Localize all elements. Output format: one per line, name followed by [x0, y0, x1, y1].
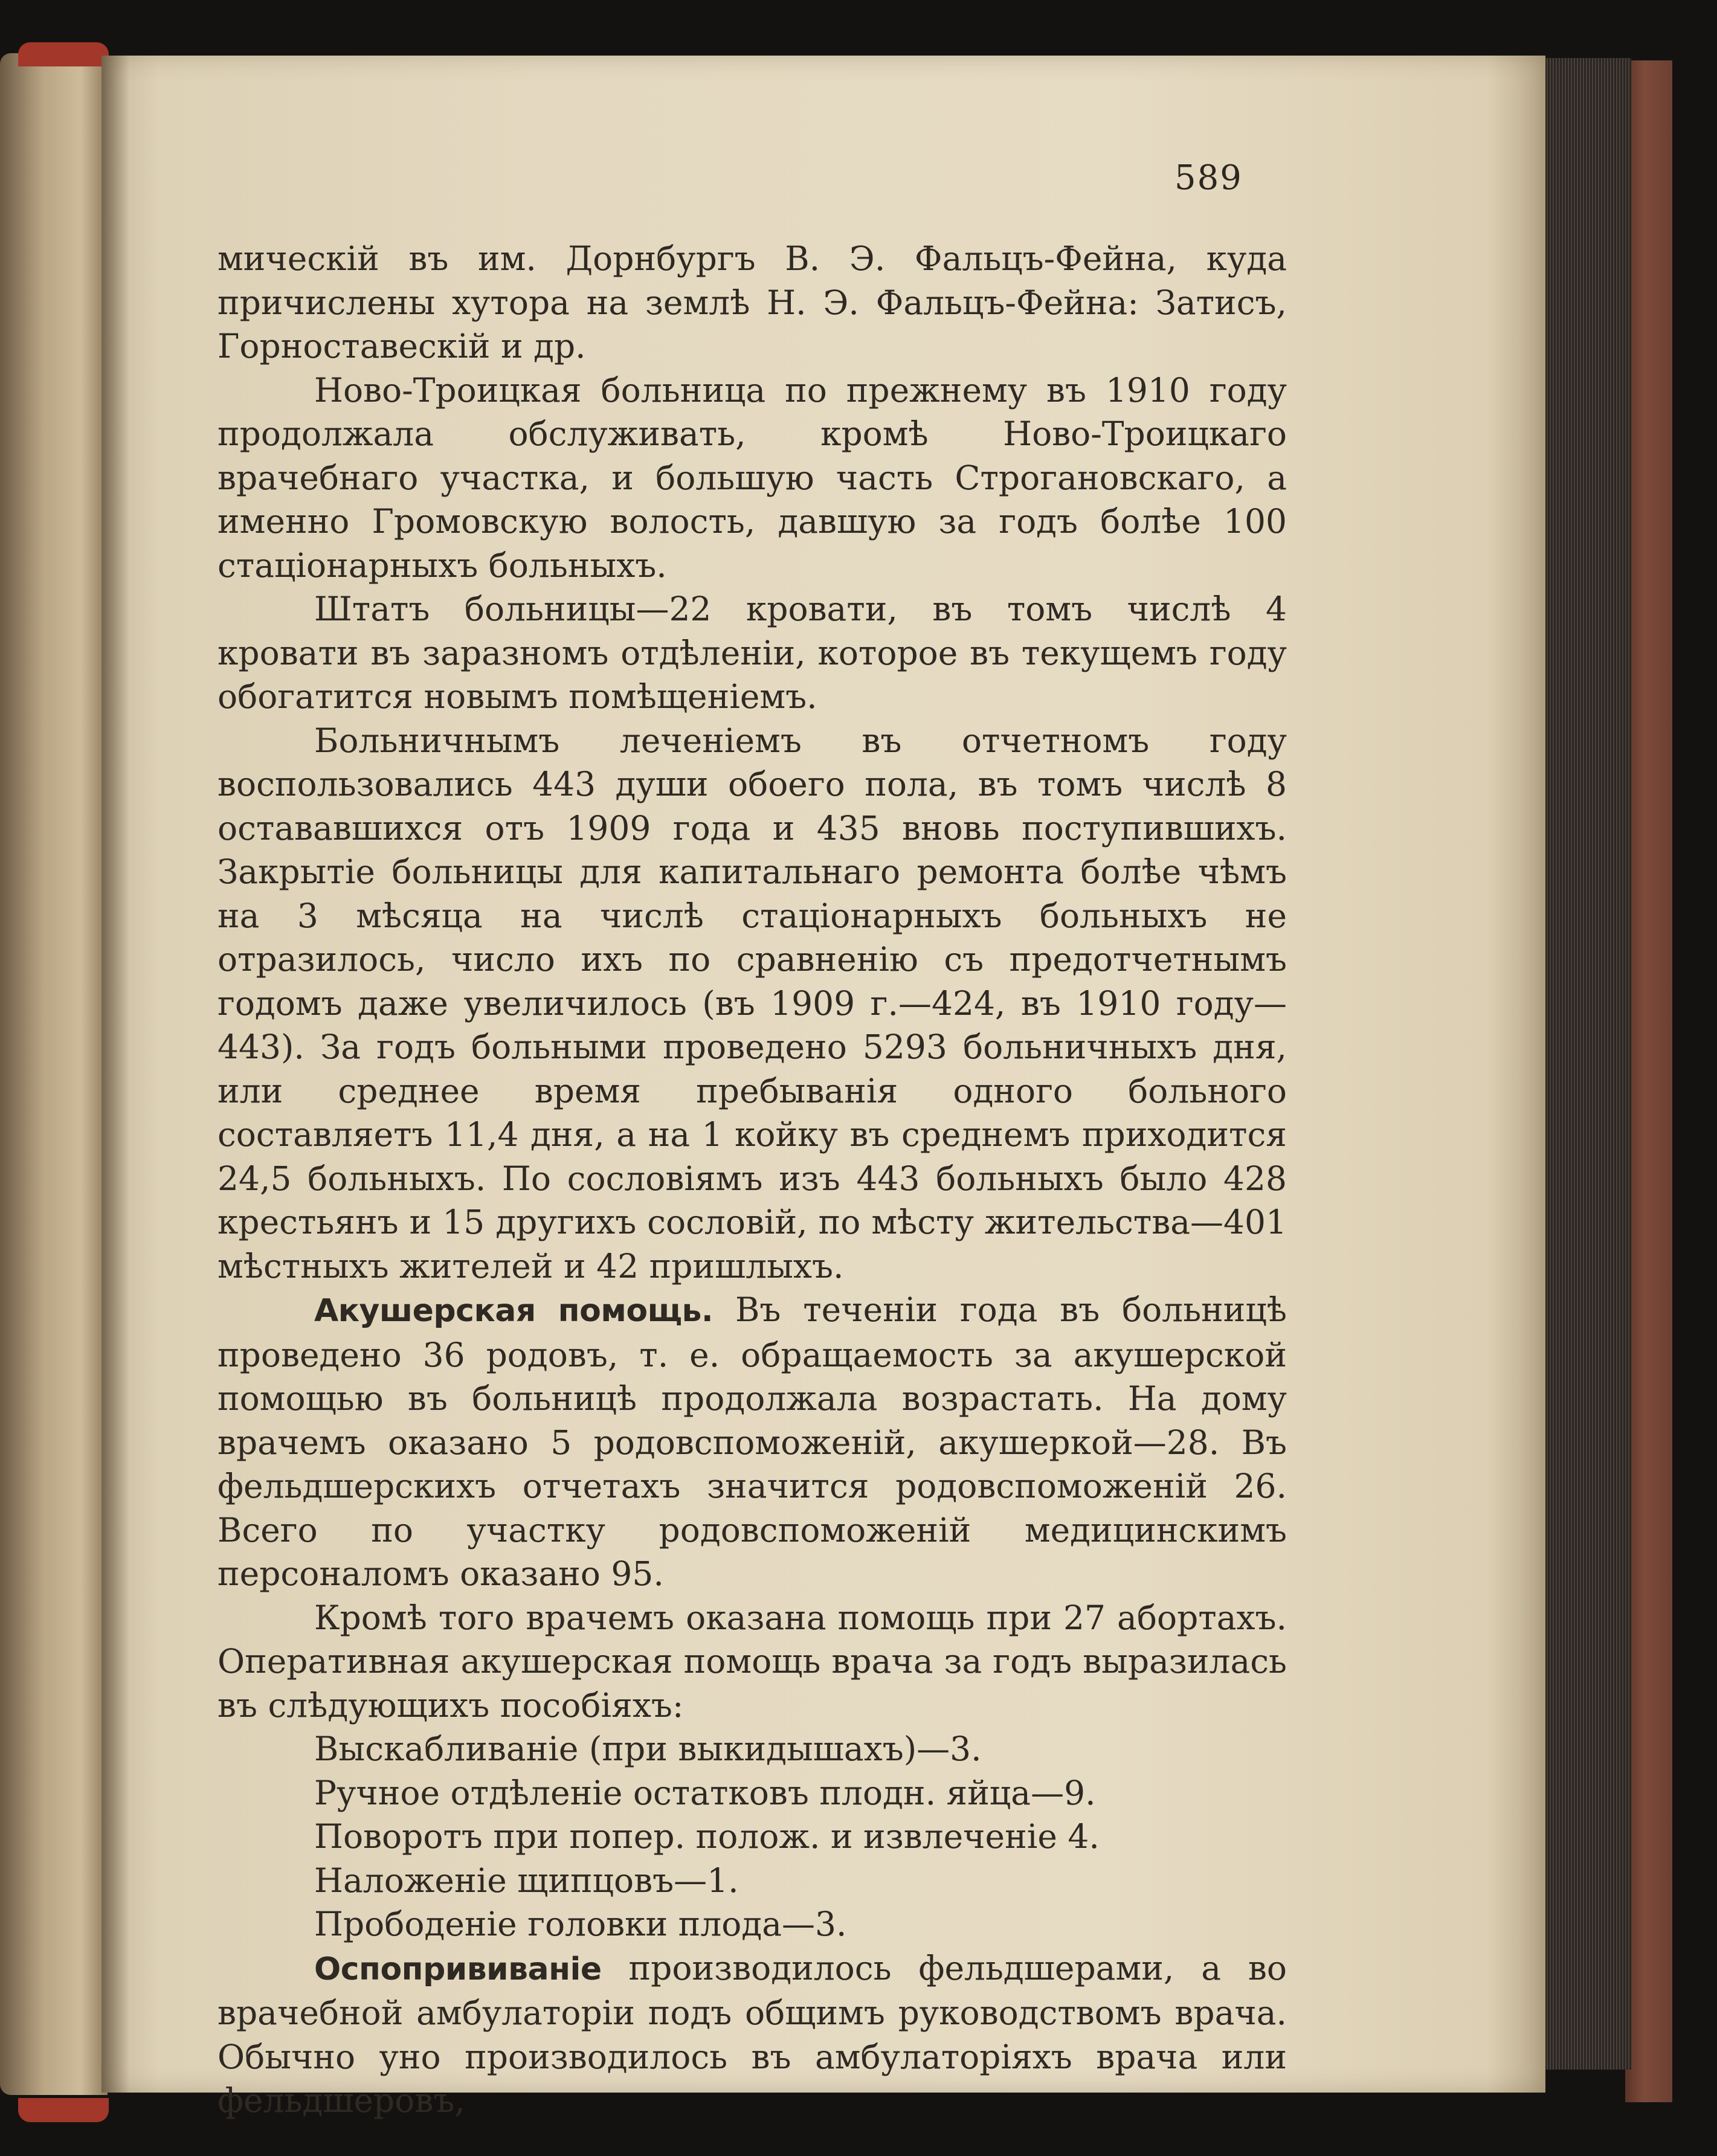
- section-heading-vaccination: Оспопрививаніе: [314, 1951, 602, 1987]
- list-item: Ручное отдѣленіе остатковъ плодн. яйца—9.: [314, 1773, 1096, 1812]
- left-book-edge-bottom: [18, 2098, 109, 2122]
- paragraph-hospital: Ново-Троицкая больница по прежнему въ 1910 году продолжала обслуживать, кромѣ Ново-Троицкаго врачебнаго участка, и большую часть Строгановскаго, а именно Громовскую волость, давшую за годъ болѣе 100 стаціонарныхъ больныхъ.: [217, 370, 1287, 585]
- paragraph-vaccination: [217, 1946, 1287, 2123]
- section-heading-obstetrics: Акушерская помощь.: [314, 1293, 714, 1329]
- paragraph-continuation: мическій въ им. Дорнбургъ В. Э. Фальцъ-Фейна, куда причислены хутора на землѣ Н. Э. Фальцъ-Фейна: Затисъ, Горноставескій и др.: [217, 239, 1287, 365]
- left-page-edge: [0, 53, 108, 2095]
- paragraph-obstetrics: [217, 1288, 1287, 1596]
- paragraph-obstetrics-text: Въ теченіи года въ больницѣ проведено 36 родовъ, т. е. обращаемость за акушерской помощью въ больницѣ продолжала возрастать. На дому врачемъ оказано 5 родовспоможеній, акушеркой—28. Въ фельдшерскихъ отчетахъ значится родовспоможеній 26. Всего по участку родовспоможеній медицинскимъ персоналомъ оказано 95.: [217, 1290, 1287, 1593]
- page-body: [217, 237, 1287, 2123]
- list-item: Наложеніе щипцовъ—1.: [314, 1861, 739, 1900]
- book-cover: [1625, 60, 1672, 2102]
- page-number: 589: [1174, 158, 1243, 198]
- paragraph-abortions: Кромѣ того врачемъ оказана помощь при 27 абортахъ. Оперативная акушерская помощь врача за годъ выразилась въ слѣдующихъ пособіяхъ:: [217, 1598, 1287, 1725]
- paragraph-vaccination-text: производилось фельдшерами, а во врачебной амбулаторіи подъ общимъ руководствомъ врача. Обычно уно производилось въ амбулаторіяхъ врача или фельдшеровъ,: [217, 1948, 1287, 2120]
- left-book-edge-top: [18, 42, 109, 66]
- page-gutter-shadow: [101, 56, 129, 2093]
- list-item: Прободеніе головки плода—3.: [314, 1905, 847, 1943]
- paragraph-staff: Штатъ больницы—22 кровати, въ томъ числѣ 4 кровати въ заразномъ отдѣленіи, которое въ текущемъ году обогатится новымъ помѣщеніемъ.: [217, 590, 1287, 716]
- list-item: Поворотъ при попер. полож. и извлеченіе 4.: [314, 1817, 1100, 1856]
- paragraph-treatment: Больничнымъ леченіемъ въ отчетномъ году воспользовались 443 души обоего пола, въ томъ числѣ 8 остававшихся отъ 1909 года и 435 вновь поступившихъ. Закрытіе больницы для капитальнаго ремонта болѣе чѣмъ на 3 мѣсяца на числѣ стаціонарныхъ больныхъ не отразилось, число ихъ по сравненію съ предотчетнымъ годомъ даже увеличилось (въ 1909 г.—424, въ 1910 году—443). За годъ больными проведено 5293 больничныхъ дня, или среднее время пребыванія одного больного составляетъ 11,4 дня, а на 1 койку въ среднемъ приходится 24,5 больныхъ. По сословіямъ изъ 443 больныхъ было 428 крестьянъ и 15 другихъ сословій, по мѣсту жительства—401 мѣстныхъ жителей и 42 пришлыхъ.: [217, 721, 1287, 1286]
- list-item: Выскабливаніе (при выкидышахъ)—3.: [314, 1730, 982, 1768]
- page-stack-edges: [1542, 58, 1631, 2070]
